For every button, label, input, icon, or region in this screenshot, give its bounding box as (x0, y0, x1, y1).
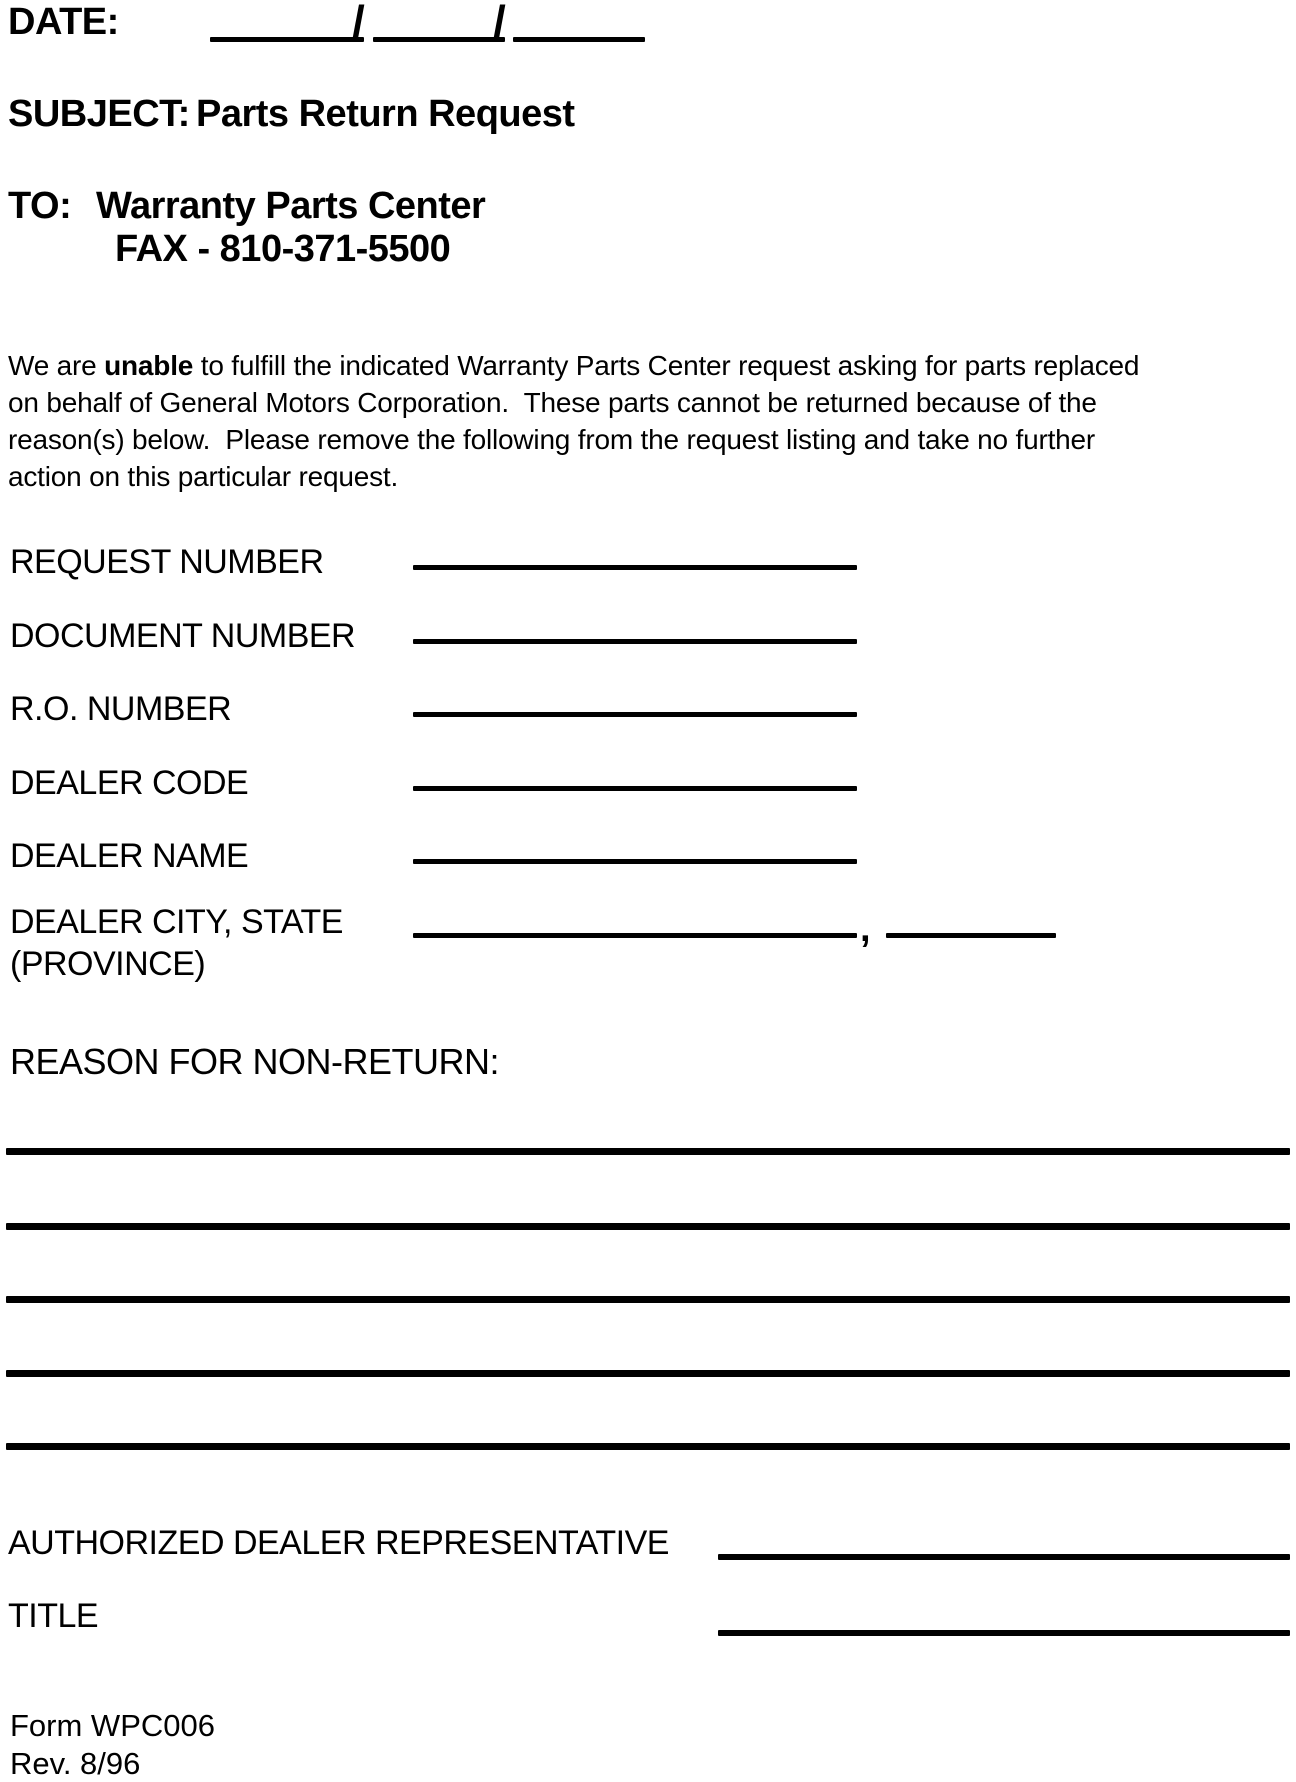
ro-number-input-line[interactable] (413, 712, 857, 717)
intro-line-2: on behalf of General Motors Corporation. These parts cannot be returned because of the (8, 387, 1097, 418)
intro-line-1-pre: We are (8, 350, 105, 381)
date-separator-2: / (493, 0, 506, 48)
date-label: DATE: (8, 1, 119, 43)
intro-line-1-post: to fulfill the indicated Warranty Parts Center request asking for parts replaced (193, 350, 1140, 381)
intro-line-1-emphasis: unable (104, 350, 194, 381)
city-state-comma: , (860, 908, 871, 950)
field-label-dealer-name: DEALER NAME (10, 837, 249, 875)
authorized-dealer-representative-label: AUTHORIZED DEALER REPRESENTATIVE (8, 1524, 669, 1562)
title-input-line[interactable] (718, 1630, 1290, 1636)
field-label-document-number: DOCUMENT NUMBER (10, 617, 356, 655)
reason-heading: REASON FOR NON-RETURN: (10, 1041, 500, 1082)
title-label: TITLE (8, 1597, 99, 1635)
reason-line-2[interactable] (6, 1223, 1290, 1230)
dealer-name-input-line[interactable] (413, 859, 857, 864)
reason-line-3[interactable] (6, 1296, 1290, 1303)
intro-line-4: action on this particular request. (8, 461, 399, 492)
field-label-request-number: REQUEST NUMBER (10, 543, 324, 581)
subject-label: SUBJECT: (8, 93, 190, 135)
form-revision: Rev. 8/96 (10, 1746, 141, 1781)
field-label-dealer-code: DEALER CODE (10, 764, 249, 802)
subject-value: Parts Return Request (196, 93, 575, 135)
form-number: Form WPC006 (10, 1708, 215, 1743)
document-number-input-line[interactable] (413, 639, 857, 644)
dealer-state-input-line[interactable] (886, 933, 1056, 938)
dealer-code-input-line[interactable] (413, 786, 857, 791)
field-label-dealer-province: (PROVINCE) (10, 945, 206, 983)
date-year-input-line[interactable] (513, 37, 645, 42)
field-label-dealer-city-state: DEALER CITY, STATE (10, 903, 343, 941)
authorized-dealer-representative-input-line[interactable] (718, 1554, 1290, 1560)
to-recipient: Warranty Parts Center (96, 185, 486, 227)
intro-line-3: reason(s) below. Please remove the following from the request listing and take no further (8, 424, 1096, 455)
field-label-ro-number: R.O. NUMBER (10, 690, 232, 728)
to-label: TO: (8, 185, 72, 227)
fax-number: FAX - 810-371-5500 (115, 228, 451, 270)
reason-line-1[interactable] (6, 1148, 1290, 1155)
request-number-input-line[interactable] (413, 565, 857, 570)
intro-line-1 (8, 347, 1139, 384)
reason-line-5[interactable] (6, 1443, 1290, 1450)
date-day-input-line[interactable] (373, 37, 505, 42)
reason-line-4[interactable] (6, 1370, 1290, 1377)
dealer-city-input-line[interactable] (413, 933, 857, 938)
date-separator-1: / (352, 0, 365, 48)
date-month-input-line[interactable] (210, 37, 364, 42)
